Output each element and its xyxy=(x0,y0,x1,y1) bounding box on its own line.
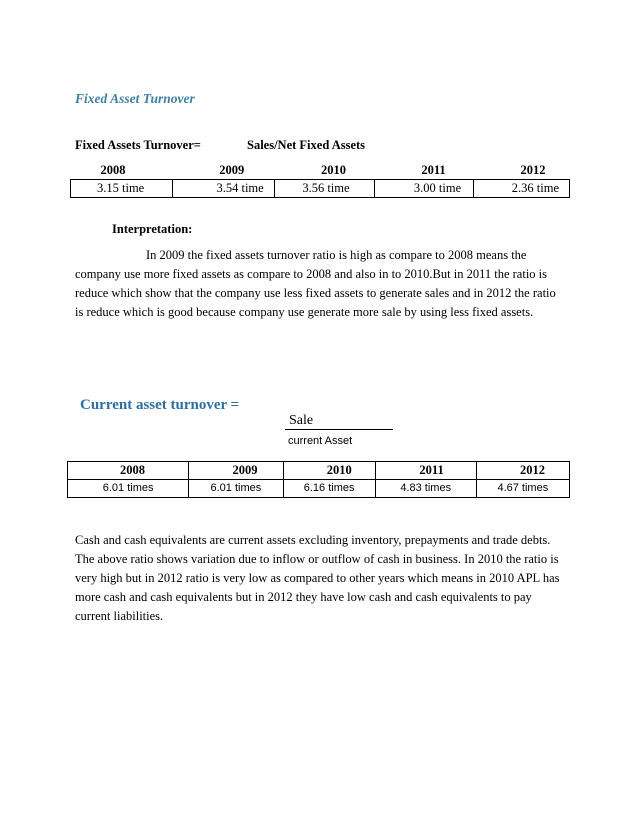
value-cell: 6.01 times xyxy=(68,480,189,498)
table-header-row xyxy=(68,462,570,480)
paragraph-line: Cash and cash equivalents are current assets excluding inventory, prepayments and trade debts. xyxy=(75,533,551,547)
table-row xyxy=(68,480,570,498)
value-cell: 4.83 times xyxy=(375,480,476,498)
value-cell: 4.67 times xyxy=(476,480,569,498)
paragraph-line: company use more fixed assets as compare to 2008 and also in to 2010.But in 2011 the ratio is xyxy=(75,267,548,281)
year-cell: 2012 xyxy=(476,462,569,480)
formula-value: Sales/Net Fixed Assets xyxy=(247,138,366,152)
paragraph-line: The above ratio shows variation due to inflow or outflow of cash in business. In 2010 the ratio is xyxy=(75,552,559,566)
paragraph-line: more cash and cash equivalents but in 2012 they have low cash and cash equivalents to pay xyxy=(75,590,532,604)
value-cell: 3.00 time xyxy=(374,180,474,198)
value-cell: 3.15 time xyxy=(71,180,173,198)
table-row xyxy=(71,180,570,198)
year-cell: 2010 xyxy=(283,462,375,480)
value-cell: 2.36 time xyxy=(474,180,570,198)
formula-label: Fixed Assets Turnover= xyxy=(75,138,201,152)
value-cell: 3.56 time xyxy=(274,180,374,198)
interpretation-paragraph xyxy=(75,246,575,322)
year-cell: 2009 xyxy=(172,162,274,180)
year-cell: 2009 xyxy=(189,462,283,480)
fixed-asset-turnover-table xyxy=(70,162,570,198)
year-cell: 2012 xyxy=(474,162,570,180)
paragraph-line: very high but in 2012 ratio is very low as compared to other years which means in 2010 APL has xyxy=(75,571,560,585)
paragraph-line: In 2009 the fixed assets turnover ratio is high as compare to 2008 means the xyxy=(146,248,527,262)
year-cell: 2011 xyxy=(375,462,476,480)
year-cell: 2008 xyxy=(68,462,189,480)
paragraph-line: is reduce which is good because company use generate more sale by using less fixed assets. xyxy=(75,305,534,319)
year-cell: 2010 xyxy=(274,162,374,180)
current-asset-turnover-table xyxy=(67,461,570,498)
value-cell: 3.54 time xyxy=(172,180,274,198)
table-header-row xyxy=(71,162,570,180)
fraction-numerator xyxy=(285,412,393,430)
paragraph-line: current liabilities. xyxy=(75,609,164,623)
cash-equivalents-paragraph xyxy=(75,531,575,626)
year-cell: 2011 xyxy=(374,162,474,180)
numerator-text: Sale xyxy=(289,413,314,428)
year-cell: 2008 xyxy=(71,162,173,180)
paragraph-line: reduce which show that the company use less fixed assets to generate sales and in 2012 the ratio xyxy=(75,286,556,300)
section-title-fixed-asset-turnover: Fixed Asset Turnover xyxy=(75,91,195,106)
interpretation-heading: Interpretation: xyxy=(112,222,193,236)
fraction-denominator: current Asset xyxy=(288,435,353,447)
section-title-current-asset-turnover: Current asset turnover = xyxy=(80,397,240,413)
value-cell: 6.16 times xyxy=(283,480,375,498)
value-cell: 6.01 times xyxy=(189,480,283,498)
